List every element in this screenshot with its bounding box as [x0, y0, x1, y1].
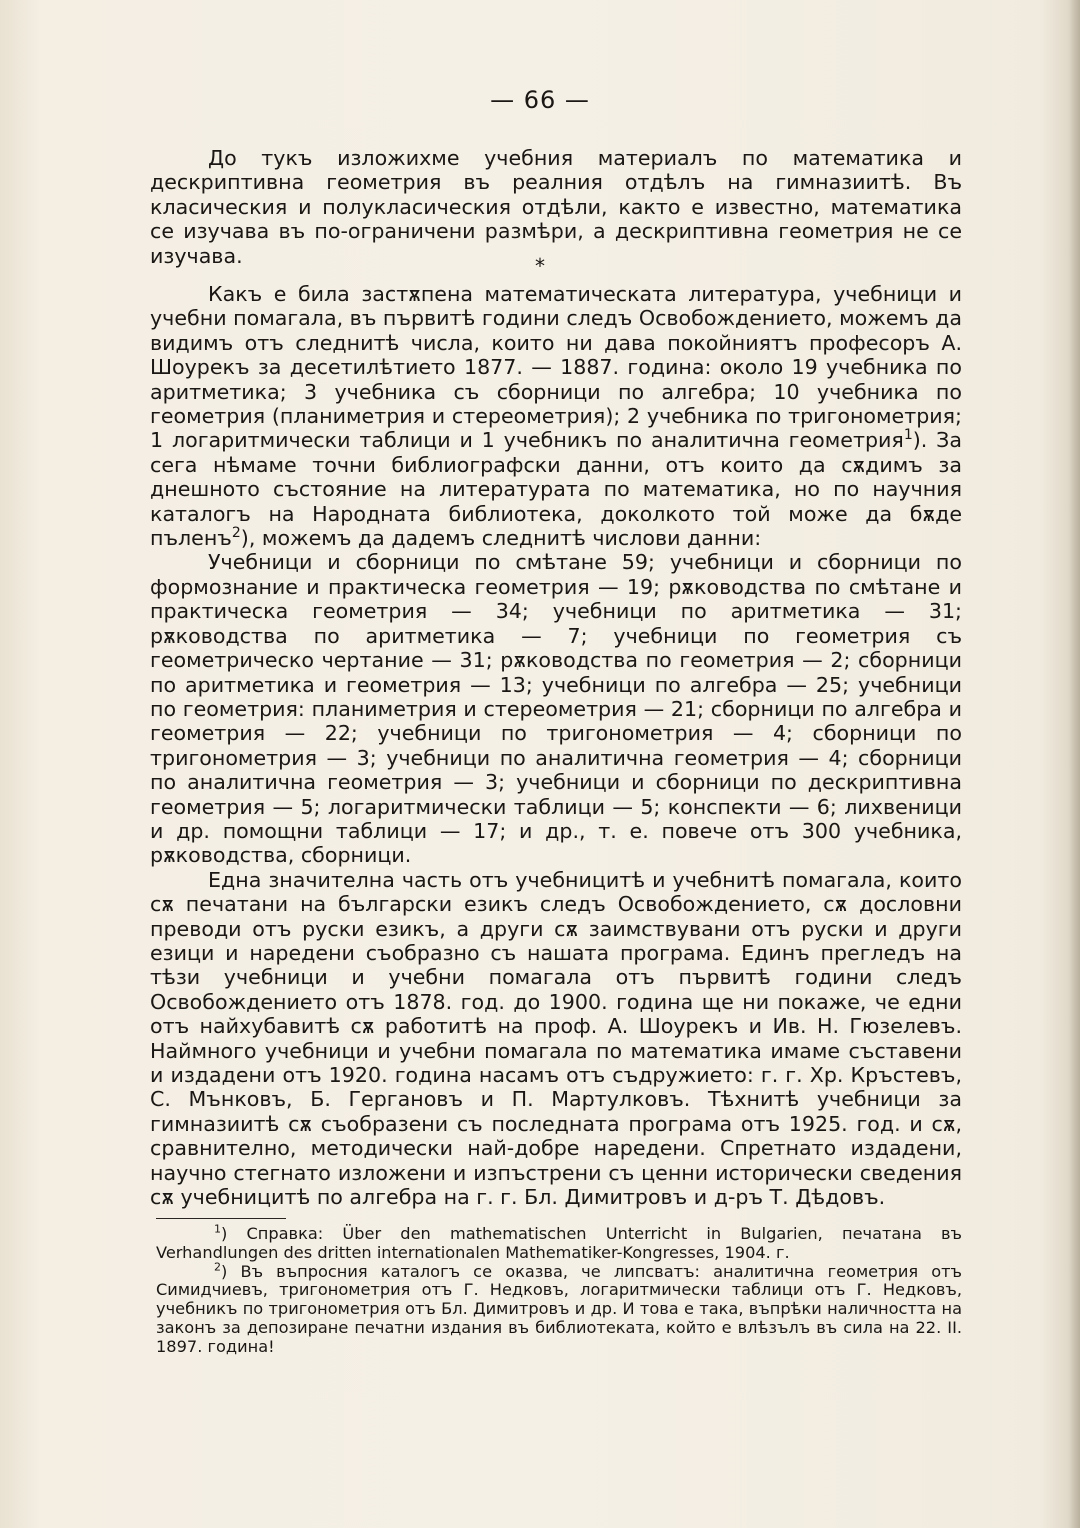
footnote-2-text: ) Въ въпросния каталогъ се оказва, че липсватъ: аналитична геометрия отъ Симидчиевъ, тригонометрия отъ Г. Недковъ, логаритмически таблици отъ Г. Недковъ, учебникъ по тригонометрия отъ Бл. Димитровъ и др. И това е така, въпрѣки наличността на законъ за депозиране печатни издания въ библиотеката, който е влѣзълъ въ сила на 22. II. 1897. година! [156, 1261, 962, 1356]
textbook-review-paragraph: Една значителна часть отъ учебницитѣ и учебнитѣ помагала, които сѫ печатани на български езикъ следъ Освобождението, сѫ дословни преводи отъ руски езикъ, а други сѫ заимствувани отъ руски и други езици и наредени съобразно съ нашата програма. Единъ прегледъ на тѣзи учебници и учебни помагала отъ първитѣ години следъ Освобождението отъ 1878. год. до 1900. година ще ни покаже, че едни отъ найхубавитѣ сѫ работитѣ на проф. А. Шоурекъ и Ив. Н. Гюзелевъ. Наймного учебници и учебни помагала по математика имаме съставени и издадени отъ 1920. година насамъ отъ съдружието: г. г. Хр. Кръстевъ, С. Мънковъ, Б. Гергановъ и П. Мартулковъ. Тѣхнитѣ учебници за гимназиитѣ сѫ съобразени съ последната програма отъ 1925. год. и сѫ, сравнително, методически най-добре наредени. Спретнато издадени, научно стегнато изложени и изпъстрени съ ценни исторически сведения сѫ учебницитѣ по алгебра на г. г. Бл. Димитровъ и д-ръ Т. Дѣдовъ. [150, 867, 962, 1210]
main-section [150, 282, 962, 1209]
footnote-2-marker: 2 [214, 1260, 221, 1274]
literature-paragraph [150, 282, 962, 550]
literature-text-part2: ). За сега нѣмаме точни библиографски данни, отъ които да сѫдимъ за днешното състояние на литературата по математика, но по научния каталогъ на Народната библиотека, доколкото той може да бѫде пъленъ [150, 428, 962, 551]
footnote-divider [156, 1218, 286, 1219]
intro-paragraph: До тукъ изложихме учебния материалъ по математика и дескриптивна геометрия въ реалния отдѣлъ на гимназиитѣ. Въ класическия и полукласическия отдѣли, както е известно, математика се изучава въ по-ограничени размѣри, а дескриптивна геометрия не се изучава. [150, 146, 962, 268]
textbook-counts-paragraph: Учебници и сборници по смѣтане 59; учебници и сборници по формознание и практическа геометрия — 19; рѫководства по смѣтане и практическа геометрия — 34; учебници по аритметика — 31; рѫководства по аритметика — 7; учебници по геометрия съ геометрическо чертание — 31; рѫководства по геометрия — 2; сборници по аритметика и геометрия — 13; учебници по алгебра — 25; учебници по геометрия: планиметрия и стереометрия — 21; сборници по алгебра и геометрия — 22; учебници по тригонометрия — 4; сборници по тригонометрия — 3; учебници по аналитична геометрия — 4; сборници по аналитична геометрия — 3; учебници и сборници по дескриптивна геометрия — 5; логаритмически таблици — 5; конспекти — 6; лихвеници и др. помощни таблици — 17; и др., т. е. повече отъ 300 учебника, рѫководства, сборници. [150, 550, 962, 868]
literature-text-part1: Какъ е била застѫпена математическата литература, учебници и учебни помагала, въ първитѣ години следъ Освобождението, можемъ да видимъ отъ следнитѣ числа, които ни дава покойниятъ професоръ А. Шоурекъ за десетилѣтието 1877. — 1887. година: около 19 учебника по аритметика; 3 учебника съ сборници по алгебра; 10 учебника по геометрия (планиметрия и стереометрия); 2 учебника по тригонометрия; 1 логаритмически таблици и 1 учебникъ по аналитична геометрия [150, 282, 962, 453]
intro-section [150, 146, 962, 268]
footnote-1-text: ) Справка: Über den mathematischen Unterricht in Bulgarien, печатана въ Verhandlungen des dritten internationalen Mathematiker-Kongresses, 1904. г. [156, 1224, 962, 1262]
page-edge-shadow [1068, 0, 1080, 1528]
footnote-ref-1: 1 [903, 427, 913, 444]
footnote-1 [156, 1222, 962, 1263]
footnote-ref-2: 2 [231, 525, 241, 542]
section-separator: * [535, 254, 545, 278]
footnote-2 [156, 1260, 962, 1357]
literature-text-part3: ), можемъ да дадемъ следнитѣ числови данни: [240, 526, 762, 551]
footnotes-section [156, 1222, 962, 1357]
page-number: — 66 — [490, 86, 590, 114]
footnote-1-marker: 1 [214, 1222, 221, 1236]
